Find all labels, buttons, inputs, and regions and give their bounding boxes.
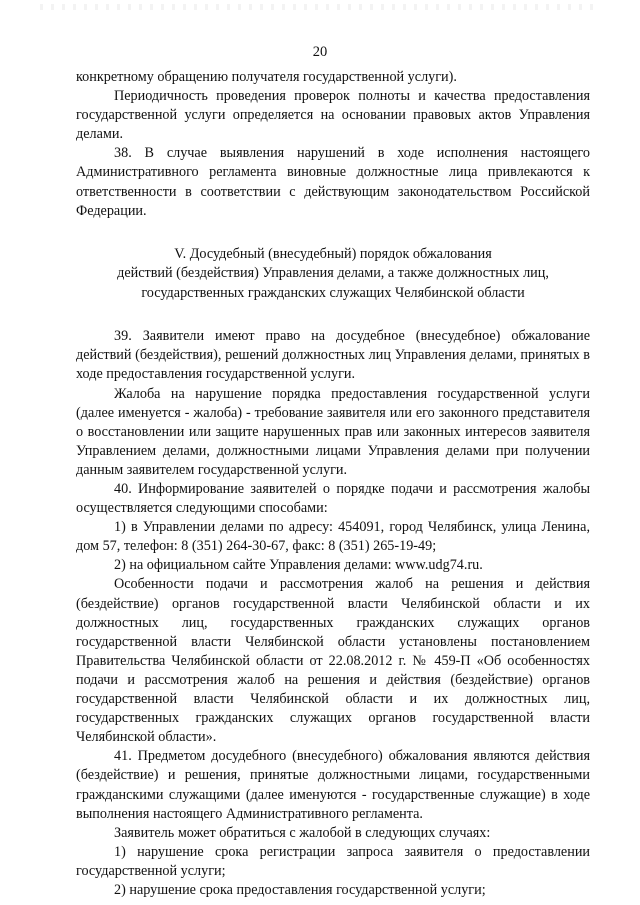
paragraph-case-2: 2) нарушение срока предоставления государственной услуги; <box>114 881 486 898</box>
scan-artifact <box>40 4 600 10</box>
paragraph-38: 38. В случае выявления нарушений в ходе исполнения настоящего Административного регламента виновные должностные лица привлекаются к ответственности в соответствии с действующим законодательством Российской Федерации. <box>76 145 590 219</box>
paragraph-41: 41. Предметом досудебного (внесудебного) обжалования являются действия (бездействие) и решения, принятые должностными лицами, государственными гражданскими служащими (далее именуются - государственные служащие) в ходе выполнения настоящего Административного регламента. <box>76 748 590 822</box>
paragraph-case-1: 1) нарушение срока регистрации запроса заявителя о предоставлении государственной услуги; <box>76 843 590 879</box>
page-number: 20 <box>312 44 328 60</box>
paragraph-40-item-2: 2) на официальном сайте Управления делами: www.udg74.ru. <box>114 557 483 574</box>
paragraph-inspection-periodicity: Периодичность проведения проверок полноты и качества предоставления государственной услуги определяется на основании правовых актов Управления делами. <box>76 88 590 143</box>
spacer <box>76 221 590 245</box>
paragraph-continuation: конкретному обращению получателя государственной услуги). <box>76 69 457 85</box>
spacer <box>76 303 590 327</box>
paragraph-39: 39. Заявители имеют право на досудебное (внесудебное) обжалование действий (бездействия), решений должностных лиц Управления делами, принятых в ходе предоставления государственной услуги. <box>76 328 590 383</box>
paragraph-complaint-definition: Жалоба на нарушение порядка предоставления государственной услуги (далее именуется - жалоба) - требование заявителя или его законного представителя о восстановлении или защите нарушенных прав или законных интересов заявителя Управлением делами, должностными лицами Управления делами при получении данным заявителем государственной услуги. <box>76 385 590 478</box>
paragraph-40: 40. Информирование заявителей о порядке подачи и рассмотрения жалобы осуществляется следующими способами: <box>76 481 590 517</box>
section-heading-line-3: государственных гражданских служащих Челябинской области <box>141 284 525 301</box>
section-heading-line-1: V. Досудебный (внесудебный) порядок обжалования <box>174 245 492 262</box>
section-heading-line-2: действий (бездействия) Управления делами, а также должностных лиц, <box>117 265 549 282</box>
paragraph-complaint-features: Особенности подачи и рассмотрения жалоб на решения и действия (бездействие) органов государственной власти Челябинской области и их должностных лиц, государственных гражданских служащих органов государственной власти Челябинской области установлены постановлением Правительства Челябинской области от 22.08.2012 г. № 459-П «Об особенностях подачи и рассмотрения жалоб на решения и действия (бездействие) органов государственной власти Челябинской области и их должностных лиц, государственных гражданских служащих органов государственной власти Челябинской области». <box>76 576 590 746</box>
paragraph-40-item-1: 1) в Управлении делами по адресу: 454091, город Челябинск, улица Ленина, дом 57, телефон: 8 (351) 264-30-67, факс: 8 (351) 265-19-49; <box>76 519 590 555</box>
paragraph-complaint-cases: Заявитель может обратиться с жалобой в следующих случаях: <box>114 824 491 841</box>
section-heading <box>76 245 590 304</box>
document-body <box>76 68 590 900</box>
